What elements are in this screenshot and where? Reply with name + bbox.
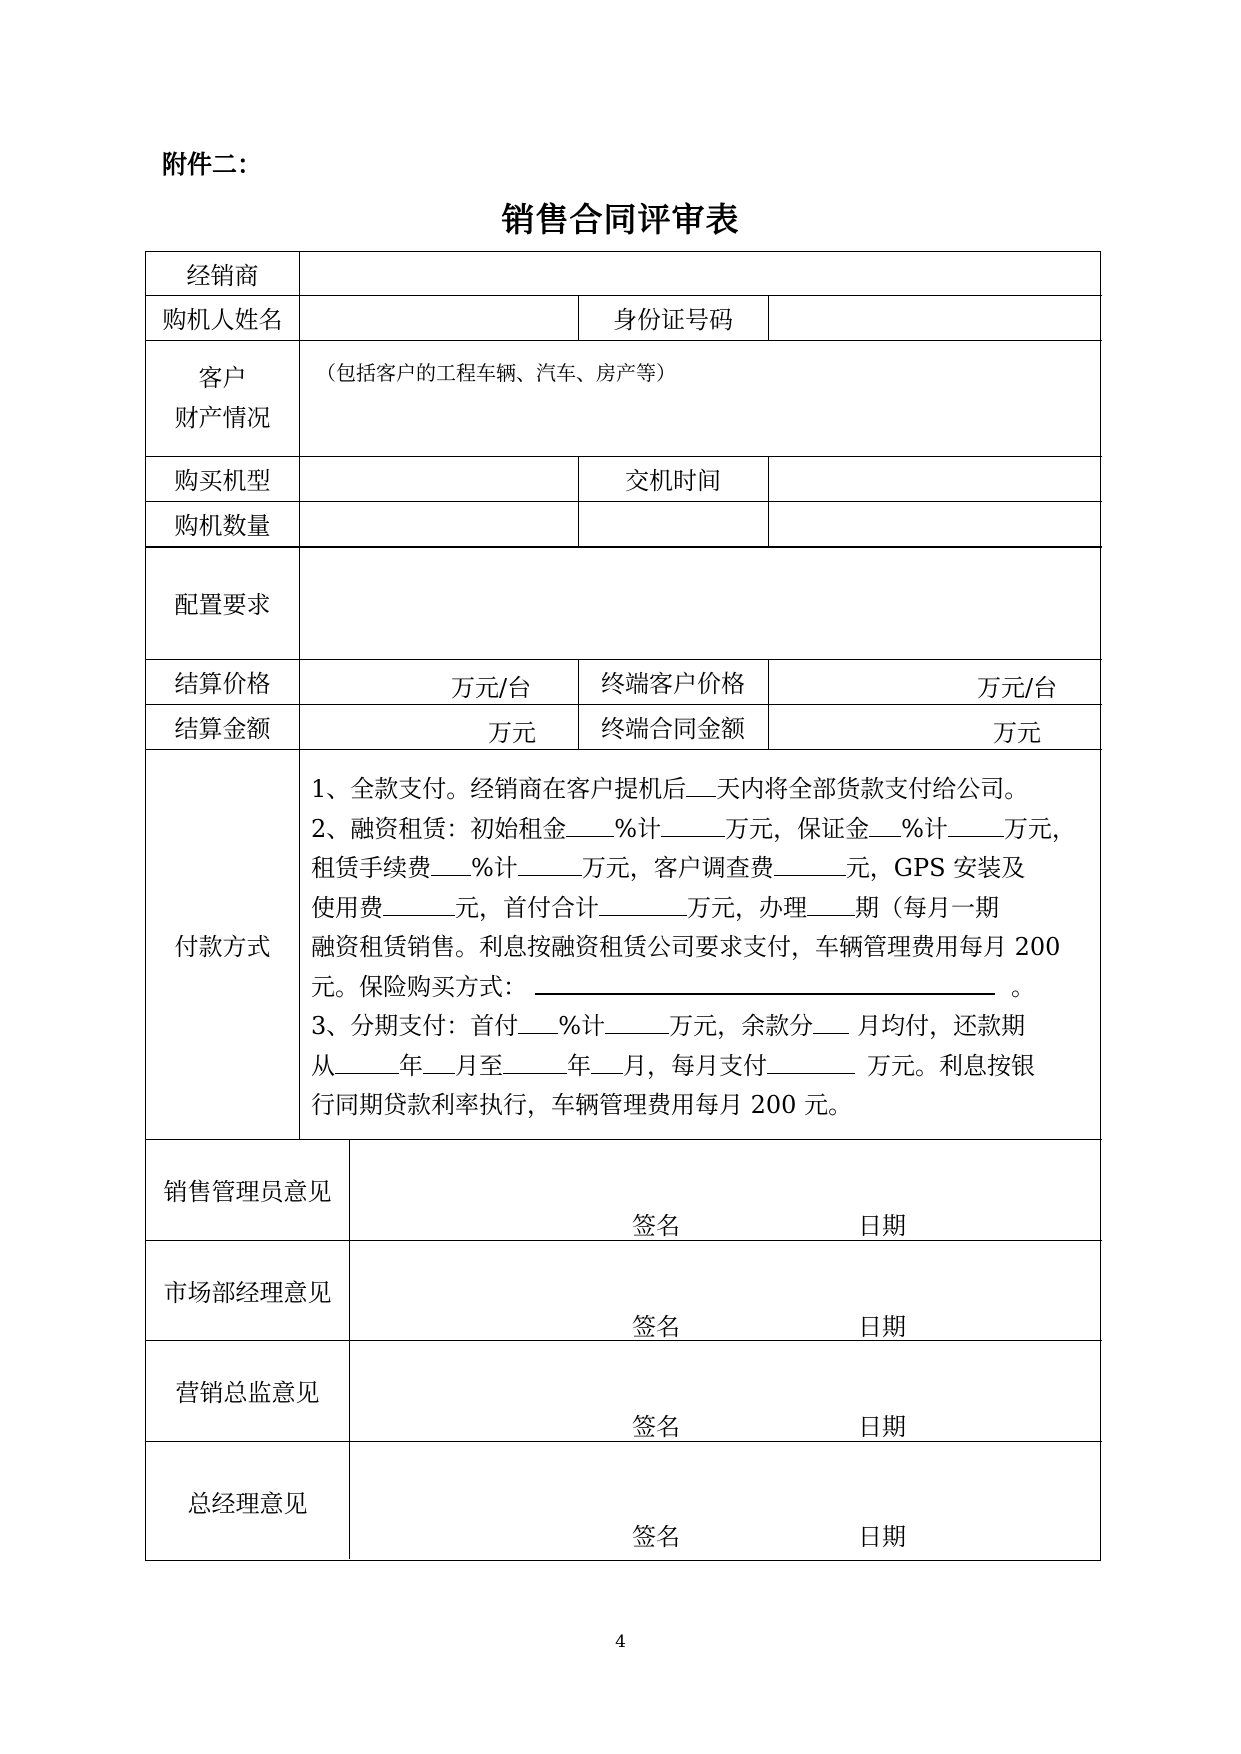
payment-terms — [311, 770, 1101, 1126]
sales-admin-opinion-label: 销售管理员意见 — [163, 1178, 332, 1206]
deposit-percent-blank[interactable] — [869, 812, 901, 837]
model-field[interactable] — [300, 456, 578, 501]
settlement-amount-label: 结算金额 — [174, 715, 271, 743]
marketing-director-opinion-label: 营销总监意见 — [175, 1379, 320, 1407]
installment-down-amount-blank[interactable] — [605, 1009, 669, 1034]
dealer-field[interactable] — [300, 252, 1100, 295]
start-month-blank[interactable] — [423, 1049, 455, 1074]
market-manager-date-label: 日期 — [858, 1313, 906, 1341]
page-number: 4 — [615, 1632, 626, 1652]
payment-line-5: 融资租赁销售。利息按融资租赁公司要求支付，车辆管理费用每月 200 — [311, 933, 1061, 961]
start-year-blank[interactable] — [335, 1049, 399, 1074]
assets-label-line1: 客户 — [198, 364, 247, 392]
sales-admin-sign-label: 签名 — [632, 1212, 680, 1240]
settlement-price-label: 结算价格 — [174, 670, 271, 698]
payment-label: 付款方式 — [174, 932, 271, 961]
survey-fee-blank[interactable] — [774, 851, 846, 876]
form-title: 销售合同评审表 — [501, 200, 740, 239]
buyer-name-label: 购机人姓名 — [162, 306, 283, 334]
deposit-amount-blank[interactable] — [948, 812, 1004, 837]
payment-line-8: 从 年 月至 年 月，每月支付 万元。利息按银 — [311, 1047, 1101, 1087]
installment-months-blank[interactable] — [813, 1009, 849, 1034]
end-customer-price-label: 终端客户价格 — [601, 670, 745, 698]
insurance-method-blank[interactable] — [535, 969, 995, 995]
settlement-amount-unit: 万元 — [488, 719, 536, 747]
general-manager-date-label: 日期 — [858, 1523, 906, 1551]
end-contract-amount-label: 终端合同金额 — [601, 715, 745, 743]
lease-fee-amount-blank[interactable] — [518, 851, 582, 876]
market-manager-sign-label: 签名 — [632, 1313, 680, 1341]
market-manager-opinion-label: 市场部经理意见 — [163, 1278, 332, 1307]
gps-fee-blank[interactable] — [383, 891, 455, 916]
general-manager-sign-label: 签名 — [632, 1523, 680, 1551]
payment-line-3: 租赁手续费 %计 万元，客户调查费 元，GPS 安装及 — [311, 849, 1101, 889]
attachment-label: 附件二： — [162, 150, 263, 179]
assets-note: （包括客户的工程车辆、汽车、房产等） — [316, 361, 676, 385]
payment-line-9: 行同期贷款利率执行，车辆管理费用每月 200 元。 — [311, 1091, 853, 1119]
monthly-payment-blank[interactable] — [767, 1049, 855, 1074]
payment-line-4: 使用费 元，首付合计 万元，办理 期（每月一期 — [311, 889, 1101, 929]
installment-down-percent-blank[interactable] — [518, 1009, 558, 1034]
id-number-field[interactable] — [769, 295, 1100, 340]
quantity-label: 购机数量 — [174, 512, 271, 540]
payment-line-7: 3、分期支付：首付 %计 万元，余款分 月均付，还款期 — [311, 1007, 1101, 1047]
payment-line-6: 元。保险购买方式： 。 — [311, 968, 1101, 1008]
end-contract-amount-unit: 万元 — [993, 719, 1041, 747]
general-manager-opinion-label: 总经理意见 — [187, 1489, 308, 1518]
marketing-director-sign-label: 签名 — [632, 1413, 680, 1441]
payment-line-2: 2、融资租赁：初始租金 %计 万元，保证金 %计 万元， — [311, 810, 1101, 850]
dealer-label: 经销商 — [186, 262, 259, 290]
days-blank[interactable] — [686, 772, 716, 797]
settlement-price-unit: 万元/台 — [451, 674, 532, 702]
marketing-director-date-label: 日期 — [858, 1413, 906, 1441]
sales-admin-date-label: 日期 — [858, 1212, 906, 1240]
end-customer-price-unit: 万元/台 — [977, 674, 1058, 702]
assets-label-line2: 财产情况 — [174, 404, 271, 432]
periods-blank[interactable] — [807, 891, 855, 916]
model-label: 购买机型 — [174, 467, 271, 495]
assets-label — [146, 340, 299, 456]
delivery-time-field[interactable] — [769, 456, 1100, 501]
delivery-time-label: 交机时间 — [625, 467, 721, 495]
assets-field[interactable] — [300, 340, 1100, 456]
buyer-name-field[interactable] — [300, 295, 578, 340]
id-number-label: 身份证号码 — [613, 306, 733, 334]
end-year-blank[interactable] — [503, 1049, 567, 1074]
payment-line-1: 1、全款支付。经销商在客户提机后 天内将全部货款支付给公司。 — [311, 770, 1101, 810]
initial-rent-percent-blank[interactable] — [566, 812, 614, 837]
quantity-field[interactable] — [300, 501, 578, 546]
config-field[interactable] — [300, 546, 1100, 659]
down-payment-total-blank[interactable] — [599, 891, 687, 916]
end-month-blank[interactable] — [591, 1049, 623, 1074]
initial-rent-amount-blank[interactable] — [661, 812, 725, 837]
config-label: 配置要求 — [174, 591, 271, 619]
lease-fee-percent-blank[interactable] — [431, 851, 471, 876]
